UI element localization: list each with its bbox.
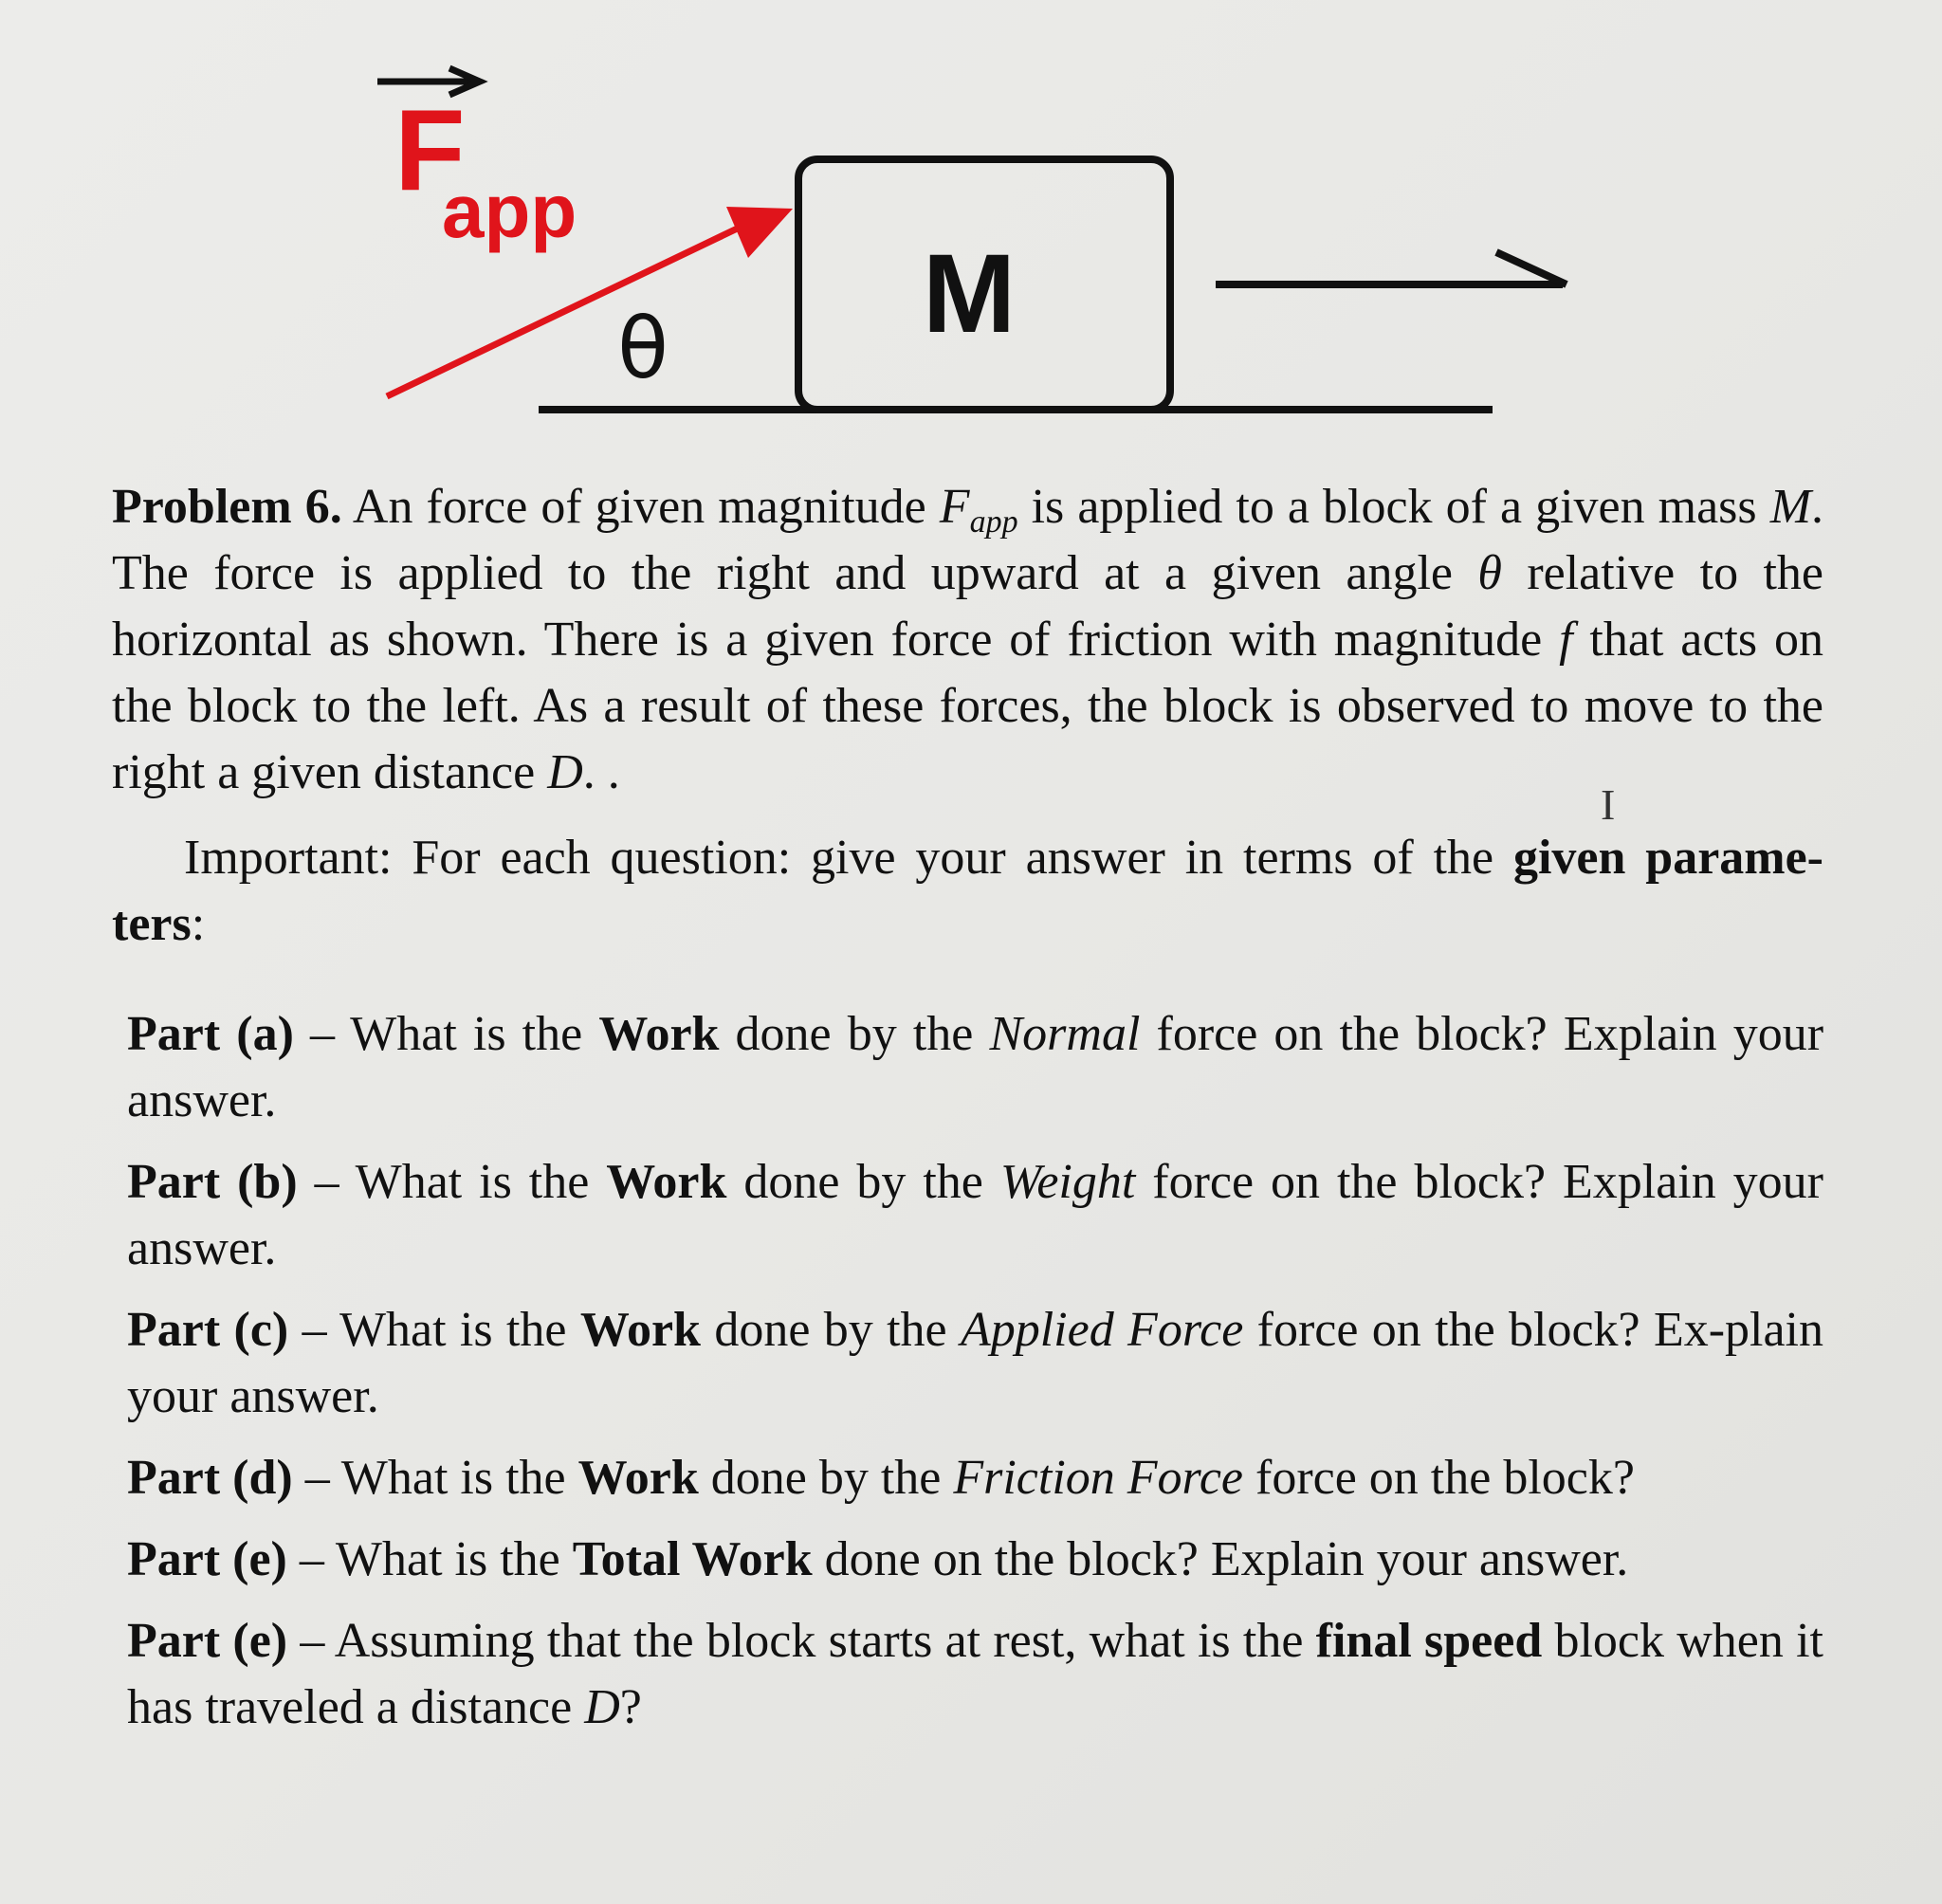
problem-heading: Problem 6. <box>112 480 342 534</box>
part-text: force on the block? Explain your answer. <box>127 1007 1824 1127</box>
part-text: force on the block? Explain your answer. <box>127 1155 1823 1275</box>
part-italic: Applied Force <box>960 1303 1244 1357</box>
part-e-speed <box>127 1608 1823 1741</box>
part-text: force on the block? <box>1243 1451 1635 1505</box>
fapp-subscript: app <box>969 504 1018 540</box>
part-text: – What is the <box>297 1155 607 1209</box>
part-text: done by the <box>700 1303 961 1357</box>
part-text: ? <box>619 1680 642 1734</box>
text-cursor-icon: I <box>1601 780 1616 829</box>
problem-text-4: relative to the horizontal as shown. There is a given force of friction with magnitude <box>112 546 1823 667</box>
part-label: Part (d) <box>127 1451 293 1505</box>
part-bold: Work <box>579 1303 701 1357</box>
part-italic: Friction Force <box>953 1451 1244 1505</box>
part-label: Part (c) <box>127 1303 289 1357</box>
part-e-total <box>127 1527 1823 1593</box>
motion-direction-arrowhead <box>1496 252 1566 284</box>
question-parts <box>112 1001 1823 1741</box>
part-bold: Work <box>606 1155 727 1209</box>
part-italic: Normal <box>989 1007 1141 1061</box>
part-a <box>127 1001 1823 1134</box>
part-label: Part (e) <box>127 1532 287 1586</box>
force-label-main: F <box>394 85 466 214</box>
problem-statement <box>112 474 1823 806</box>
part-text: – What is the <box>293 1007 599 1061</box>
mass-symbol: M <box>1769 480 1812 534</box>
part-text: – What is the <box>292 1451 578 1505</box>
problem-text-6: . . <box>582 745 620 799</box>
important-bold: given parame-ters <box>112 831 1823 951</box>
fapp-symbol: F <box>939 480 970 534</box>
part-d <box>127 1445 1823 1511</box>
force-label-subscript: app <box>442 169 577 253</box>
part-italic: Weight <box>999 1155 1136 1209</box>
angle-label: θ <box>617 300 669 397</box>
part-label: Part (a) <box>127 1007 294 1061</box>
part-b <box>127 1149 1823 1282</box>
distance-symbol: D <box>547 745 583 799</box>
part-label: Part (e) <box>127 1614 288 1668</box>
part-text: – What is the <box>288 1303 580 1357</box>
problem-text-3: . The force is applied to the right and upward at a given angle <box>112 480 1824 600</box>
problem-text-2: is applied to a block of a given mass <box>1017 480 1770 534</box>
part-text: – Assuming that the block starts at rest, what is the <box>287 1614 1316 1668</box>
force-diagram <box>0 0 1942 446</box>
part-bold: Work <box>577 1451 699 1505</box>
block-label: M <box>922 231 1017 357</box>
part-text: block when it has traveled a distance <box>127 1614 1823 1734</box>
important-end: : <box>191 897 206 951</box>
part-italic: D <box>584 1680 620 1734</box>
part-text: done by the <box>719 1007 990 1061</box>
problem-text-5: that acts on the block to the left. As a result of these forces, the block is observed to move to the right a given distance <box>112 613 1823 799</box>
part-bold: Total Work <box>572 1532 813 1586</box>
part-text: done on the block? Explain your answer. <box>812 1532 1629 1586</box>
part-bold: final speed <box>1315 1614 1543 1668</box>
part-bold: Work <box>598 1007 720 1061</box>
important-note <box>112 825 1823 958</box>
friction-symbol: f <box>1559 613 1573 667</box>
part-text: done by the <box>726 1155 1000 1209</box>
part-label: Part (b) <box>127 1155 298 1209</box>
part-text: – What is the <box>286 1532 573 1586</box>
problem-text <box>112 474 1823 1756</box>
part-text: force on the block? Ex-plain your answer. <box>127 1303 1824 1423</box>
part-c <box>127 1297 1823 1430</box>
theta-symbol: θ <box>1477 546 1502 600</box>
part-text: done by the <box>698 1451 954 1505</box>
important-text: Important: For each question: give your answer in terms of the <box>184 831 1513 885</box>
problem-text-1: An force of given magnitude <box>341 480 940 534</box>
